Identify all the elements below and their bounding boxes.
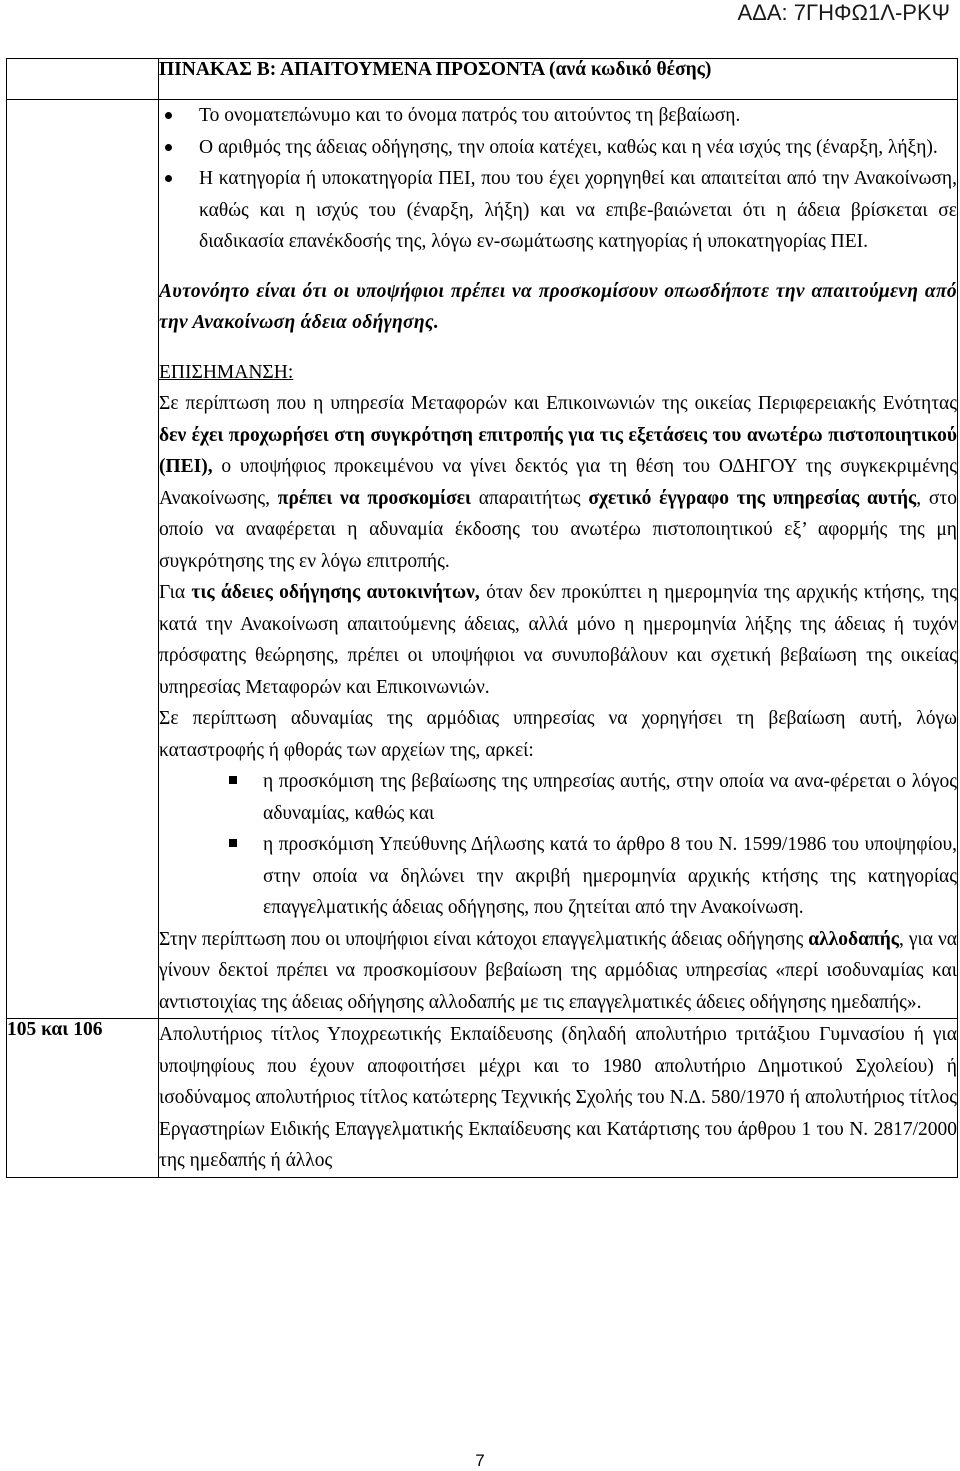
episimansi-label: ΕΠΙΣΗΜΑΝΣΗ: [159, 361, 294, 383]
episimansi-heading [159, 357, 957, 389]
list-item: η προσκόμιση Υπεύθυνης Δήλωσης κατά το άρθρο 8 του Ν. 1599/1986 του υποψηφίου, στην οποία να δηλώνει την ακριβή ημερομηνία αρχικής κτήσης της κατηγορίας επαγγελματικής άδειας οδήγησης, που ζητείται από την Ανακοίνωση. [263, 829, 957, 924]
table-row [7, 100, 958, 1019]
paragraph-committee [159, 388, 957, 577]
text-run: Στην περίπτωση που οι υποψήφιοι είναι κάτοχοι επαγγελματικής άδειας οδήγησης [159, 928, 809, 950]
text-run: , στο οποίο να αναφέρεται η αδυναμία έκδοσης του ανωτέρω πιστοποιητικού εξ’ αφορμής της μη συγκρότησης της εν λόγω επιτροπής. [159, 487, 957, 572]
bold-run: πρέπει να προσκομίσει [277, 487, 471, 509]
position-code: 105 και 106 [7, 1019, 159, 1178]
text-run: Για [159, 582, 192, 603]
paragraph-inability: Σε περίπτωση αδυναμίας της αρμόδιας υπηρεσίας να χορηγήσει τη βεβαίωση αυτή, λόγω καταστροφής ή φθοράς των αρχείων της, αρκεί: [159, 708, 957, 761]
list-item: Το ονοματεπώνυμο και το όνομα πατρός του αιτούντος τη βεβαίωση. [199, 100, 957, 132]
education-text: Απολυτήριος τίτλος Υποχρεωτικής Εκπαίδευσης (δηλαδή απολυτήριο τριτάξιου Γυμνασίου ή για υποψηφίους που έχουν αποφοιτήσει μέχρι και το 1980 απολυτήριο Δημοτικού Σχολείου) ή ισοδύναμος απολυτήριος τίτλος κατώτερης Τεχνικής Σχολής του Ν.Δ. 580/1970 ή απολυτήριος τίτλος Εργαστηρίων Ειδικής Επαγγελματικής Εκπαίδευσης και Κατάρτισης του άρθρου 1 του Ν. 2817/2000 της ημεδαπής ή άλλος [159, 1024, 957, 1171]
table-title: ΠΙΝΑΚΑΣ Β: ΑΠΑΙΤΟΥΜΕΝΑ ΠΡΟΣΟΝΤΑ (ανά κωδικό θέσης) [159, 59, 958, 100]
code-cell-empty [7, 100, 159, 1019]
bold-run: δεν έχει προχωρήσει στη συγκρότηση επιτροπής για τις εξετάσεις του ανωτέρω πιστοποιητικού (ΠΕΙ), [159, 424, 957, 477]
text-run: , για να γίνουν δεκτοί πρέπει να προσκομίσουν βεβαίωση της αρμόδιας υπηρεσίας «περί ισοδυναμίας και αντιστοιχίας της άδειας οδήγησης αλλοδαπής με τις επαγγελματικές άδειες οδήγησης ημεδαπής». [159, 928, 957, 1013]
list-item: Ο αριθμός της άδειας οδήγησης, την οποία κατέχει, καθώς και η νέα ισχύς της (έναρξη, λήξη). [199, 132, 957, 164]
table-row [7, 1019, 958, 1178]
paragraph-car-licenses [159, 577, 957, 703]
content-cell [159, 100, 958, 1019]
text-run: Σε περίπτωση που η υπηρεσία Μεταφορών και Επικοινωνιών της οικείας Περιφερειακής Ενότητας [159, 393, 957, 414]
list-item: Η κατηγορία ή υποκατηγορία ΠΕΙ, που του έχει χορηγηθεί και απαιτείται από την Ανακοίνωση, καθώς και η ισχύς του (έναρξη, λήξη) και να επιβε-βαιώνεται ότι η άδεια βρίσκεται σε διαδικασία επανέκδοσής της, λόγω εν-σωμάτωσης κατηγορίας ή υποκατηγορίας ΠΕΙ. [199, 163, 957, 258]
bold-run: τις άδειες οδήγησης αυτοκινήτων, [191, 582, 480, 603]
requirements-table [6, 58, 958, 1178]
table-header-row [7, 59, 958, 100]
bold-run: αλλοδαπής [808, 928, 900, 950]
ada-code: ΑΔΑ: 7ΓΗΦΩ1Λ-ΡΚΨ [737, 0, 950, 25]
bold-run: σχετικό έγγραφο της υπηρεσίας αυτής [588, 487, 917, 509]
text-run: όταν δεν προκύπτει η ημερομηνία της αρχικής κτήσης, της κατά την Ανακοίνωση απαιτούμενης άδειας, αλλά μόνο η ημερομηνία λήξης της άδειας ή τυχόν πρόσφατης θεώρησης, πρέπει οι υποψήφιοι να συνυποβάλουν και σχετική βεβαίωση της οικείας υπηρεσίας Μεταφορών και Επικοινωνιών. [159, 582, 957, 698]
page-number: 7 [475, 1451, 485, 1470]
notice-text: Αυτονόητο είναι ότι οι υποψήφιοι πρέπει να προσκομίσουν οπωσδήποτε την απαιτούμενη από την Ανακοίνωση άδεια οδήγησης. [159, 280, 957, 333]
requirements-bullet-list [159, 100, 957, 258]
text-run: ο υποψήφιος προκειμένου να γίνει δεκτός για τη θέση του ΟΔΗΓΟΥ της συγκεκριμένης Ανακοίνωσης, [159, 456, 957, 509]
paragraph-foreign-license [159, 924, 957, 1019]
text-run: απαραιτήτως [470, 487, 589, 509]
alternatives-list [159, 766, 957, 924]
header-empty-cell [7, 59, 159, 100]
education-requirement [159, 1019, 958, 1178]
list-item: η προσκόμιση της βεβαίωσης της υπηρεσίας αυτής, στην οποία να ανα-φέρεται ο λόγος αδυναμίας, καθώς και [263, 766, 957, 829]
